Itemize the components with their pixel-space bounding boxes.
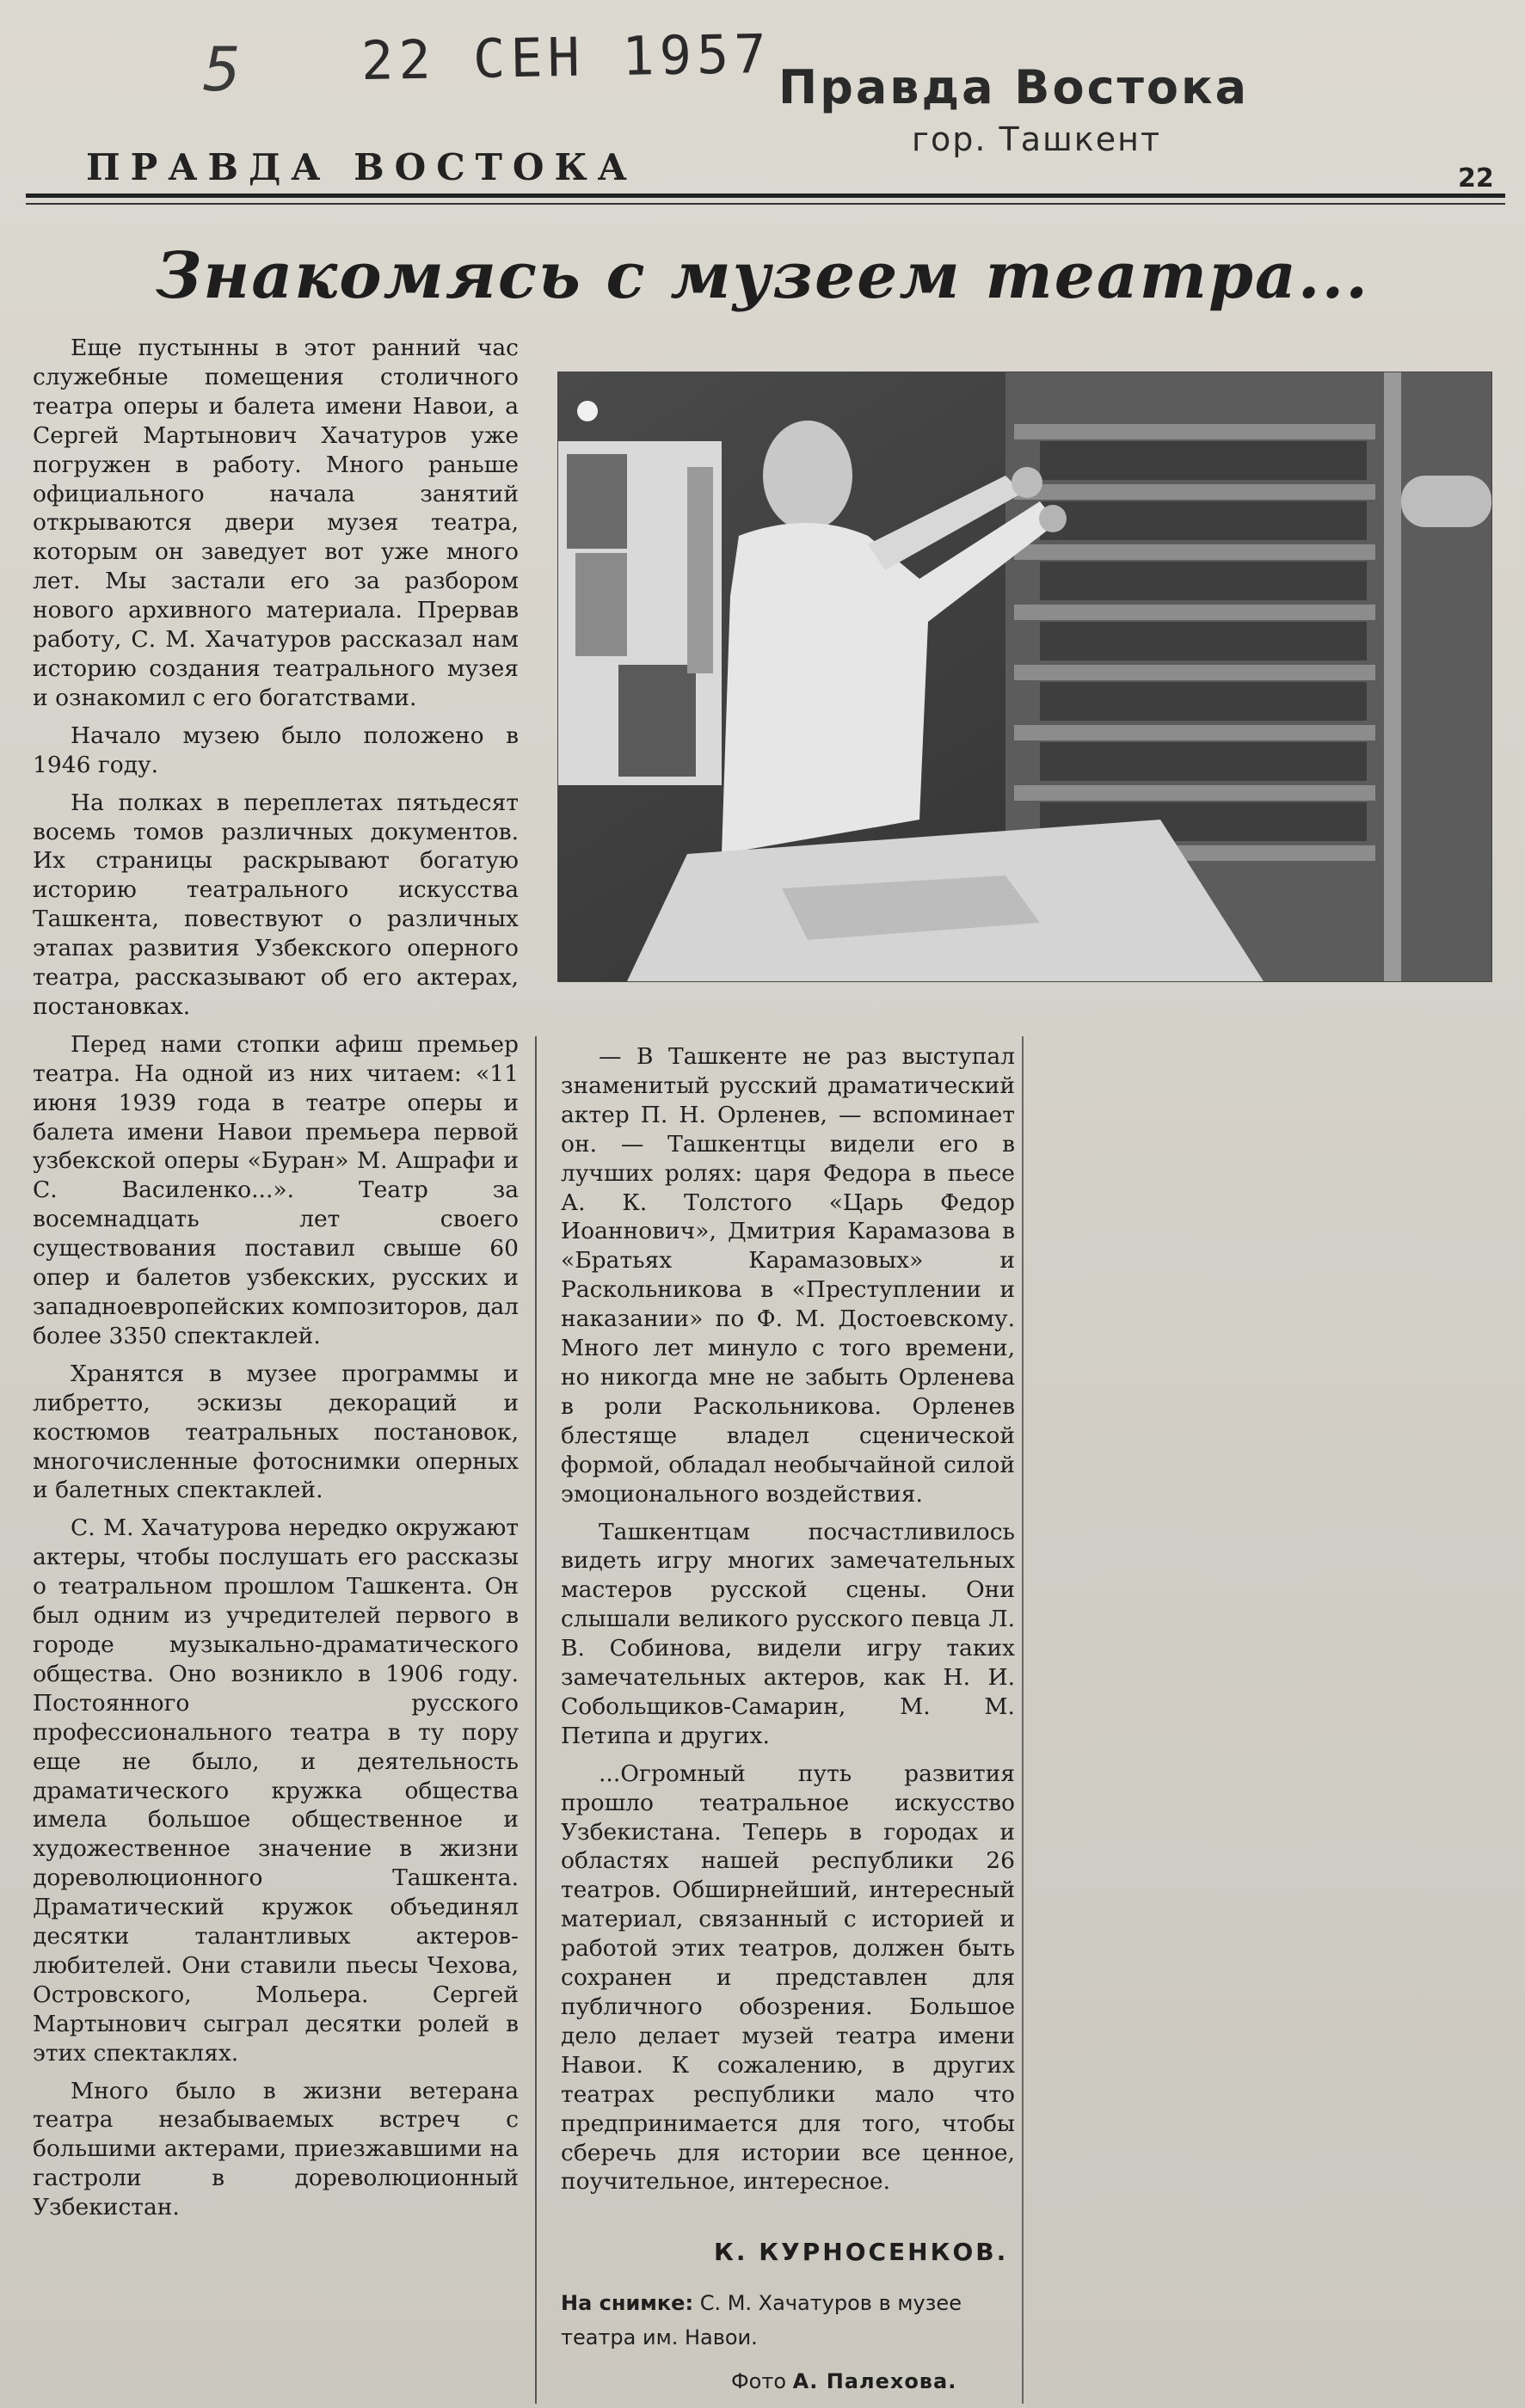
photo-credit-prefix: Фото — [731, 2369, 787, 2393]
photo-credit — [731, 2369, 956, 2393]
masthead-rule — [26, 194, 1505, 198]
paragraph: Ташкентцам посчастливилось видеть игру многих замечательных мастеров русской сцены. Они слышали великого русского певца Л. В. Собинова, видели игру таких замечательных актеров, как Н. И. Собольщиков-Самарин, М. М. Петипа и других. — [561, 1518, 1015, 1749]
caption-text: С. М. Хачатуров в музее театра им. Навои. — [561, 2291, 962, 2350]
archive-date-stamp: 22 СЕН 1957 — [360, 22, 772, 93]
source-stamp-name: Правда Востока — [778, 60, 1250, 114]
column-divider-right — [1022, 1036, 1024, 2404]
paragraph: Много было в жизни ветерана театра незабываемых встреч с большими актерами, приезжавшими на гастроли в дореволюционный Узбекистан. — [33, 2077, 519, 2221]
article-photo — [557, 372, 1492, 982]
article-headline: Знакомясь с музеем театра... — [155, 239, 1370, 313]
masthead-rule-thin — [26, 203, 1505, 205]
column-divider — [535, 1036, 537, 2404]
paragraph: Еще пустынны в этот ранний час служебные помещения столичного театра оперы и балета имени Навои, а Сергей Мартынович Хачатуров уже погружен в работу. Много раньше официального начала занятий открываются двери музея театра, которым он заведует вот уже много лет. Мы застали его за разбором нового архивного материала. Прервав работу, С. М. Хачатуров рассказал нам историю создания театрального музея и ознакомил с его богатствами. — [33, 335, 519, 711]
paragraph: На полках в переплетах пятьдесят восемь томов различных документов. Их страницы раскрывают богатую историю театрального искусства Ташкента, повествуют о различных этапах развития Узбекского оперного театра, рассказывают об его актерах, постановках. — [33, 789, 519, 1020]
archive-stamp-number: 5 — [202, 34, 241, 105]
newspaper-masthead: ПРАВДА ВОСТОКА — [86, 146, 637, 188]
article-column-left — [33, 334, 519, 2231]
paragraph: ...Огромный путь развития прошло театральное искусство Узбекистана. Теперь в городах и областях нашей республики 26 театров. Обширнейший, интересный материал, связанный с историей и работой этих театров, должен быть сохранен и представлен для публичного обозрения. Большое дело делает музей театра имени Навои. К сожалению, в других театрах республики мало что предпринимается для того, чтобы сберечь для истории все ценное, поучительное, интересное. — [561, 1760, 1015, 2196]
paragraph: Начало музею было положено в 1946 году. — [33, 722, 519, 778]
paragraph: — В Ташкенте не раз выступал знаменитый русский драматический актер П. Н. Орленев, — вспоминает он. — Ташкентцы видели его в лучших ролях: царя Федора в пьесе А. К. Толстого «Царь Федор Иоаннович», Дмитрия Карамазова в «Братьях Карамазовых» и Раскольникова в «Преступлении и наказании» по Ф. М. Достоевскому. Много лет минуло с того времени, но никогда мне не забыть Орленева в роли Раскольникова. Орленев блестяще владел сценической формой, обладал необычайной силой эмоционального воздействия. — [561, 1043, 1015, 1508]
page-number: 22 — [1458, 163, 1494, 194]
paragraph: С. М. Хачатурова нередко окружают актеры, чтобы послушать его рассказы о театральном прошлом Ташкента. Он был одним из учредителей первого в городе музыкально-драматического общества. Оно возникло в 1906 году. Постоянного русского профессионального театра в ту пору еще не было, и деятельность драматического кружка общества имела большое общественное и художественное значение в жизни дореволюционного Ташкента. Драматический кружок объединял десятки талантливых актеров-любителей. Они ставили пьесы Чехова, Островского, Мольера. Сергей Мартынович сыграл десятки ролей в этих спектаклях. — [33, 1514, 519, 2067]
photo-illustration — [558, 372, 1491, 981]
paragraph: Хранятся в музее программы и либретто, эскизы декораций и костюмов театральных постановок, многочисленные фотоснимки оперных и балетных спектаклей. — [33, 1360, 519, 1504]
article-column-right — [561, 1042, 1015, 2205]
photo-credit-name: А. Палехова. — [792, 2369, 957, 2393]
article-author: К. КУРНОСЕНКОВ. — [714, 2238, 1009, 2266]
caption-lead: На снимке: — [561, 2291, 694, 2315]
source-stamp-city: гор. Ташкент — [912, 120, 1162, 158]
photo-caption — [561, 2286, 1008, 2355]
paragraph: Перед нами стопки афиш премьер театра. На одной из них читаем: «11 июня 1939 года в театре оперы и балета имени Навои премьера первой узбекской оперы «Буран» М. Ашрафи и С. Василенко...». Театр за восемнадцать лет своего существования поставил свыше 60 опер и балетов узбекских, русских и западноевропейских композиторов, дал более 3350 спектаклей. — [33, 1030, 519, 1349]
